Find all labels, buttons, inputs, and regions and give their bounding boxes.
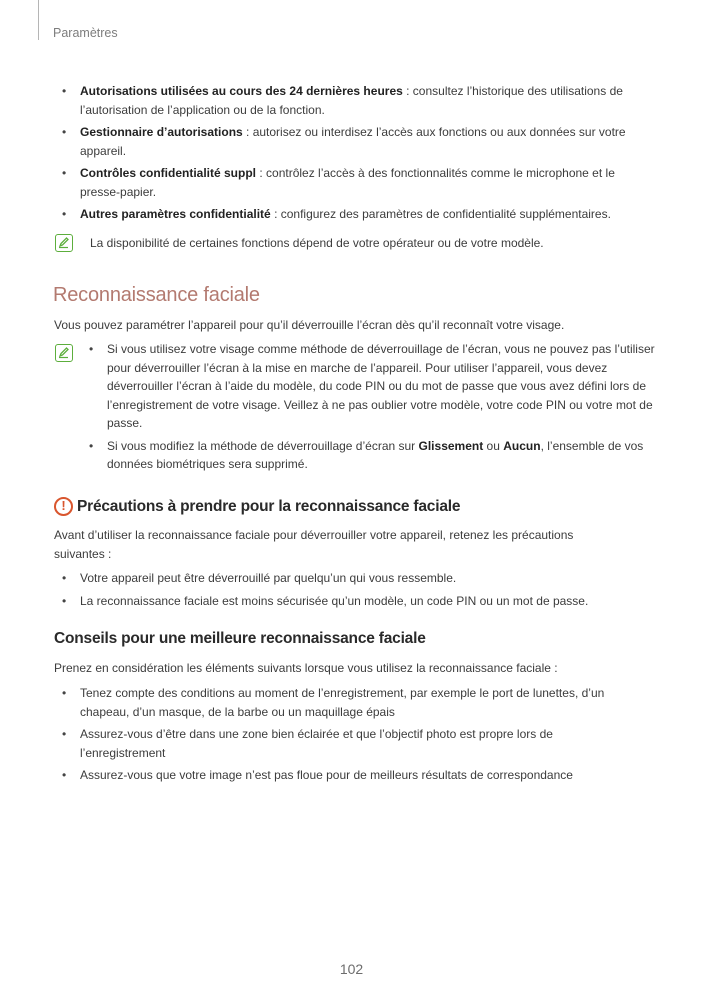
list-item: • Tenez compte des conditions au moment de l’enregistrement, par exemple le port de lunettes, d’un chapeau, d’un masque, de la barbe ou un maquillage épais — [54, 684, 634, 721]
permissions-list — [54, 82, 654, 228]
caution-list — [54, 569, 654, 614]
section-intro: Vous pouvez paramétrer l’appareil pour qu’il déverrouille l’écran dès qu’il reconnaît votre visage. — [54, 318, 565, 332]
list-item: • La reconnaissance faciale est moins sécurisée qu’un modèle, un code PIN ou un mot de passe. — [54, 592, 654, 611]
list-item: • Autorisations utilisées au cours des 24 dernières heures : consultez l’historique des utilisations de l’autorisation de l’application ou de la fonction. — [54, 82, 654, 119]
list-item: • Si vous utilisez votre visage comme méthode de déverrouillage de l’écran, vous ne pouvez pas l’utiliser pour déverrouiller l’écran à la mise en marche de l’appareil. Pour utiliser l’appareil, vous devez déverrouiller l’écran à l’aide du modèle, du code PIN ou du mot de passe que vous avez défini lors de l’enregistrement de votre visage. Veillez à ne pas oublier votre modèle, votre code PIN ou votre mot de passe. — [81, 340, 656, 433]
list-item: • Assurez-vous d’être dans une zone bien éclairée et que l’objectif photo est propre lors de l’enregistrement — [54, 725, 634, 762]
tips-title: Conseils pour une meilleure reconnaissance faciale — [54, 630, 426, 647]
list-item: • Autres paramètres confidentialité : configurez des paramètres de confidentialité supplémentaires. — [54, 205, 654, 224]
header-divider — [38, 0, 39, 40]
list-item: • Assurez-vous que votre image n’est pas floue pour de meilleurs résultats de correspondance — [54, 766, 634, 785]
page-number: 102 — [339, 961, 364, 977]
section-title: Reconnaissance faciale — [53, 284, 260, 306]
note-icon — [55, 344, 73, 362]
tips-intro: Prenez en considération les éléments suivants lorsque vous utilisez la reconnaissance faciale : — [54, 661, 558, 675]
caution-intro: Avant d’utiliser la reconnaissance faciale pour déverrouiller votre appareil, retenez les précautions suivantes : — [54, 528, 574, 561]
caution-heading — [54, 497, 460, 516]
availability-note: La disponibilité de certaines fonctions dépend de votre opérateur ou de votre modèle. — [90, 236, 544, 250]
list-item: • Si vous modifiez la méthode de déverrouillage d’écran sur Glissement ou Aucun, l’ensemble de vos données biométriques sera supprimé. — [81, 437, 656, 474]
caution-icon: ! — [54, 497, 73, 516]
note-icon — [55, 234, 73, 252]
list-item: • Contrôles confidentialité suppl : contrôlez l’accès à des fonctionnalités comme le microphone et le presse-papier. — [54, 164, 654, 201]
page-header-title: Paramètres — [53, 26, 118, 40]
tips-list — [54, 684, 634, 789]
face-unlock-notes — [81, 340, 656, 478]
list-item: • Gestionnaire d’autorisations : autorisez ou interdisez l’accès aux fonctions ou aux données sur votre appareil. — [54, 123, 654, 160]
caution-title: Précautions à prendre pour la reconnaissance faciale — [77, 497, 461, 515]
list-item: • Votre appareil peut être déverrouillé par quelqu’un qui vous ressemble. — [54, 569, 654, 588]
